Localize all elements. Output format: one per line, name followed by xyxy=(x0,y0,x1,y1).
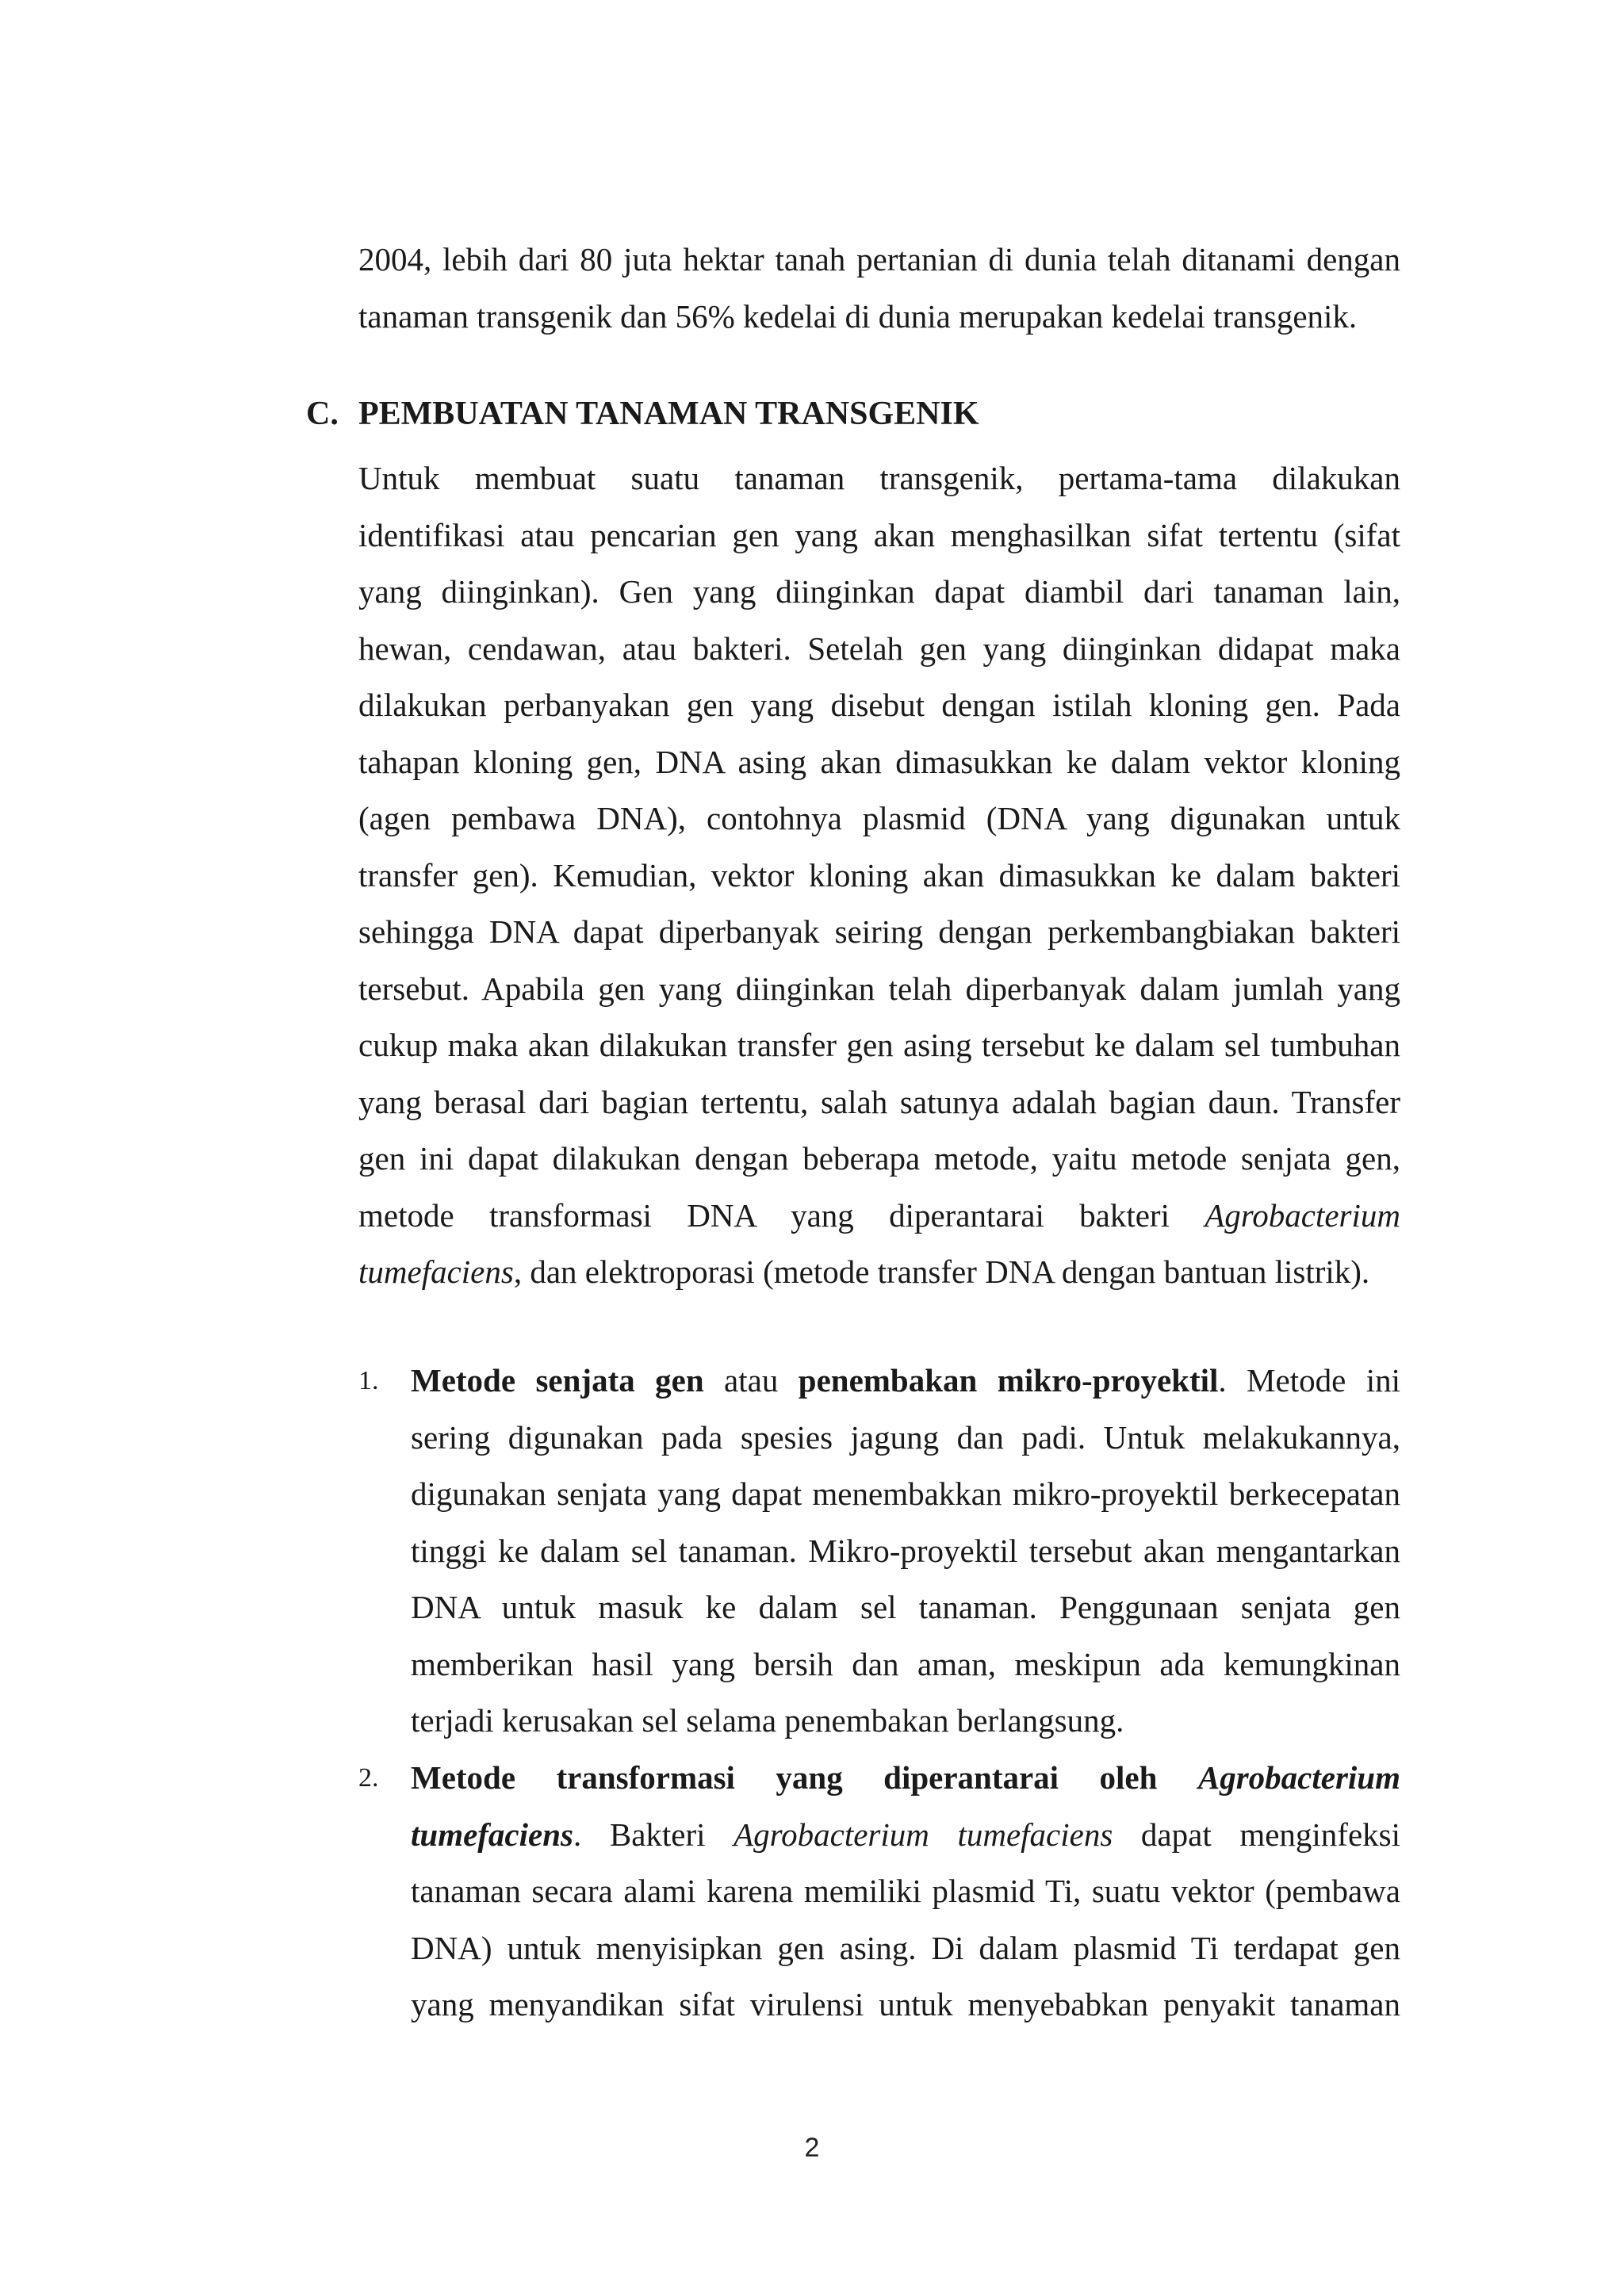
species-name: Agrobacterium tumefaciens xyxy=(733,1816,1113,1853)
list-item-1 xyxy=(411,1353,1400,1750)
intro-paragraph xyxy=(358,232,1400,345)
method-name: Metode senjata gen xyxy=(411,1362,704,1399)
text-line: tanaman secara alami karena memiliki plasmid Ti, suatu vektor (pembawa xyxy=(411,1873,1400,1909)
text-line: yang diinginkan). Gen yang diinginkan dapat diambil dari tanaman lain, xyxy=(358,573,1400,610)
text-line: yang berasal dari bagian tertentu, salah satunya adalah bagian daun. Transfer xyxy=(358,1083,1400,1120)
section-title: PEMBUATAN TANAMAN TRANSGENIK xyxy=(358,396,979,432)
species-name: tumefaciens xyxy=(358,1253,514,1290)
text-line: memberikan hasil yang bersih dan aman, meskipun ada kemungkinan xyxy=(411,1645,1400,1682)
text-line xyxy=(411,1807,1400,1864)
text-line: DNA) untuk menyisipkan gen asing. Di dalam plasmid Ti terdapat gen xyxy=(411,1929,1400,1966)
text-segment: dapat menginfeksi xyxy=(1113,1816,1400,1853)
text-line xyxy=(411,1353,1400,1410)
text-line xyxy=(358,1188,1400,1245)
list-item-2 xyxy=(411,1750,1400,2034)
text-line: terjadi kerusakan sel selama penembakan berlangsung. xyxy=(411,1702,1124,1739)
text-line: digunakan senjata yang dapat menembakkan mikro-proyektil berkecepatan xyxy=(411,1475,1400,1512)
text-line: tinggi ke dalam sel tanaman. Mikro-proyektil tersebut akan mengantarkan xyxy=(411,1532,1400,1569)
text-line: tanaman transgenik dan 56% kedelai di dunia merupakan kedelai transgenik. xyxy=(358,297,1358,335)
text-line xyxy=(358,1244,1400,1301)
text-line: cukup maka akan dilakukan transfer gen asing tersebut ke dalam sel tumbuhan xyxy=(358,1027,1400,1063)
text-line: dilakukan perbanyakan gen yang disebut dengan istilah kloning gen. Pada xyxy=(358,687,1400,723)
text-segment: . Bakteri xyxy=(573,1816,734,1853)
section-heading xyxy=(306,395,979,433)
species-name: Agrobacterium xyxy=(1197,1759,1401,1796)
page-number: 2 xyxy=(804,2133,820,2163)
text-line: transfer gen). Kemudian, vektor kloning akan dimasukkan ke dalam bakteri xyxy=(358,856,1400,894)
section-letter: C. xyxy=(306,396,339,432)
text-line xyxy=(411,1750,1400,1807)
text-line: DNA untuk masuk ke dalam sel tanaman. Penggunaan senjata gen xyxy=(411,1589,1400,1625)
text-line: sering digunakan pada spesies jagung dan padi. Untuk melakukannya, xyxy=(411,1418,1400,1456)
text-line: (agen pembawa DNA), contohnya plasmid (DNA yang digunakan untuk xyxy=(358,800,1400,836)
list-number: 2. xyxy=(358,1763,379,1793)
text-line: sehingga DNA dapat diperbanyak seiring dengan perkembangbiakan bakteri xyxy=(358,913,1400,950)
text-segment: metode transformasi DNA yang diperantarai bakteri xyxy=(358,1196,1170,1234)
list-number: 1. xyxy=(358,1366,379,1395)
text-line: tahapan kloning gen, DNA asing akan dimasukkan ke dalam vektor kloning xyxy=(358,743,1400,780)
species-name: tumefaciens xyxy=(411,1816,573,1853)
method-name: penembakan mikro-proyektil xyxy=(798,1362,1219,1399)
text-line: hewan, cendawan, atau bakteri. Setelah gen yang diinginkan didapat maka xyxy=(358,629,1400,667)
text-segment: atau xyxy=(703,1362,799,1399)
text-segment: , dan elektroporasi (metode transfer DNA dengan bantuan listrik). xyxy=(513,1253,1370,1290)
method-name: Metode transformasi yang diperantarai oleh xyxy=(411,1759,1158,1796)
species-name: Agrobacterium xyxy=(1205,1196,1400,1234)
text-line: Untuk membuat suatu tanaman transgenik, pertama-tama dilakukan xyxy=(358,460,1400,496)
text-line: tersebut. Apabila gen yang diinginkan telah diperbanyak dalam jumlah yang xyxy=(358,970,1400,1007)
section-paragraph xyxy=(358,450,1400,1301)
text-line: 2004, lebih dari 80 juta hektar tanah pertanian di dunia telah ditanami dengan xyxy=(358,241,1400,277)
text-line: identifikasi atau pencarian gen yang akan menghasilkan sifat tertentu (sifat xyxy=(358,516,1400,553)
text-line: gen ini dapat dilakukan dengan beberapa metode, yaitu metode senjata gen, xyxy=(358,1140,1400,1177)
text-segment: . Metode ini xyxy=(1218,1362,1400,1399)
text-line: yang menyandikan sifat virulensi untuk menyebabkan penyakit tanaman xyxy=(411,1986,1400,2022)
